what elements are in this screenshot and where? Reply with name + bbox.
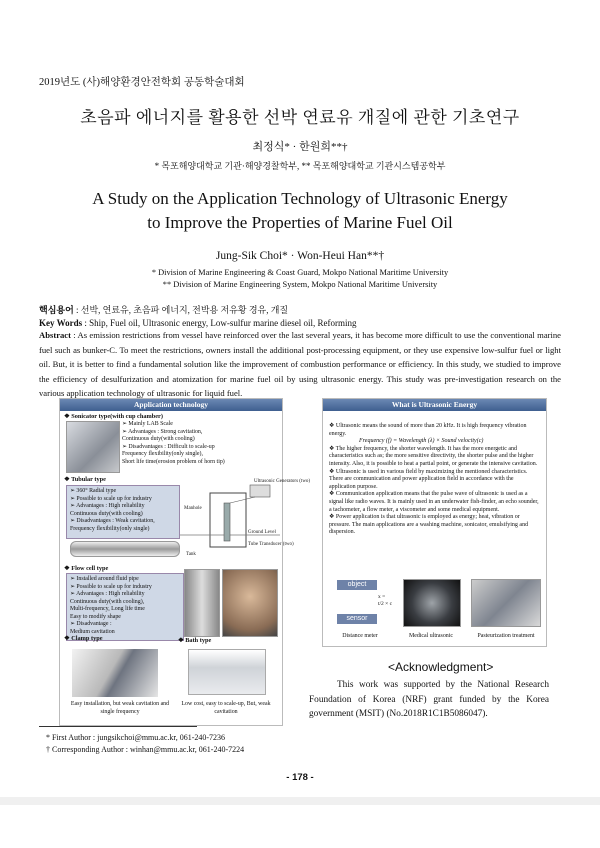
- point: Continuous duty(with cooling): [70, 510, 143, 517]
- point: ➢ Advantages : High reliability: [70, 591, 145, 597]
- abstract-label: Abstract: [39, 330, 71, 340]
- tank-diagram: [180, 475, 311, 561]
- flow-cell-photo-2: [222, 569, 278, 637]
- clamp-photo: [72, 649, 158, 697]
- abstract-text: : As emission restrictions from vessel have reinforced over the last several years, it has become more difficult to use the conventional marine fuel such as bunker-C. To meet the restrictions, owners install the additional post-processing equipment, or they use expensive low-sulfur fuel or light oil. But, it is better to find a fundamental solution like the improvement of combustion performance or efficiency. In this study, we studied to improve the efficiency of desulfurization and atomization for marine fuel oil by using ultrasonic energy. This study was pre-investigation research on the various application technology of ultrasonic for liquid fuel.: [39, 330, 561, 398]
- footnote-corresponding-author: † Corresponding Author : winhan@mmu.ac.kr, 061-240-7224: [46, 745, 245, 754]
- caption-distance-meter: Distance meter: [342, 633, 378, 639]
- affiliation-1: * Division of Marine Engineering & Coast Guard, Mokpo National Maritime University: [151, 268, 449, 277]
- keywords-english-label: Key Words: [39, 318, 83, 328]
- application-technology-panel: [59, 398, 311, 726]
- pasteurization-photo: [471, 579, 541, 627]
- english-title-line-2: to Improve the Properties of Marine Fuel Oil: [147, 213, 453, 232]
- point: ➢ Disadvantages : Weak cavitation,: [70, 518, 155, 524]
- object-label: object: [337, 580, 377, 590]
- korean-title: 초음파 에너지를 활용한 선박 연료유 개질에 관한 기초연구: [80, 108, 520, 127]
- point: ➢ Advantages : High reliability: [70, 503, 145, 509]
- ultrasonic-energy-panel: [322, 398, 547, 647]
- english-title-line-1: A Study on the Application Technology of Ultrasonic Energy: [92, 189, 508, 208]
- point: ➢ Mainly LAB Scale: [122, 421, 173, 427]
- panel-header: What is Ultrasonic Energy: [323, 399, 546, 411]
- point: ❖ Power application is that ultrasonic is employed as energy; heat, vibration or pressure. The main applications are a washing machine, sonicator, emulsifying and dispersion.: [329, 514, 529, 536]
- diagram-label-generators: Ultrasonic Generators (two): [254, 479, 311, 484]
- bath-photo: [188, 649, 266, 695]
- sonicator-heading: ❖ Sonicator type(with cup chamber): [64, 413, 163, 420]
- footnote-first-author: * First Author : jungsikchoi@mmu.ac.kr, 061-240-7236: [46, 733, 226, 742]
- english-authors: Jung-Sik Choi* · Won-Heui Han**†: [215, 250, 385, 262]
- distance-meter-diagram: [337, 580, 393, 626]
- affiliation-2: ** Division of Marine Engineering System, Mokpo National Maritime University: [162, 280, 438, 289]
- point: ➢ 360° Radial type: [70, 488, 117, 494]
- point: ➢ Disadvantage :: [70, 621, 112, 627]
- point: ➢ Possible to scale up for industry: [70, 583, 152, 590]
- diagram-label-ground: Ground Level: [248, 530, 276, 535]
- point: ➢ Disadvantages : Difficult to scale-up: [122, 443, 215, 450]
- tubular-points: [66, 485, 180, 539]
- diagram-label-tank: Tank: [186, 552, 196, 557]
- point: Short life time(erosion problem of horn tip): [122, 458, 225, 465]
- korean-authors: 최정식* · 한원희**†: [252, 141, 348, 153]
- point: ➢ Advantages : Strong cavitation,: [122, 428, 203, 435]
- flow-cell-heading: ❖ Flow cell type: [64, 565, 109, 572]
- point: Medium cavitation: [70, 628, 115, 635]
- point: ❖ Ultrasonic means the sound of more than 20 kHz. It is high frequency vibration energy.: [329, 423, 527, 437]
- point: Frequency flexibility(only single),: [122, 451, 203, 457]
- diagram-label-manhole: Manhole: [184, 506, 202, 511]
- clamp-caption: Easy installation, but weak cavitation and single frequency: [70, 701, 170, 715]
- point: Frequency flexibility(only single): [70, 525, 150, 532]
- flow-cell-photo-1: [184, 569, 220, 637]
- point: ❖ Communication application means that the pulse wave of ultrasonic is used as a signal like radio waves. It is mainly used in an underwater fish-finder, an echo sounder, a tachometer, a flow meter, a viscometer and some medical equipment.: [329, 491, 539, 513]
- point: Multi-frequency, Long life time: [70, 606, 145, 612]
- point: Continuous duty(with cooling),: [70, 598, 145, 605]
- sensor-label: sensor: [337, 614, 377, 624]
- acknowledgment-body: This work was supported by the National Research Foundation of Korea (NRF) grant funded by the Korea government (MSIT) (No.2018R1C1B5086047).: [309, 680, 549, 719]
- ultrasonic-points: [329, 423, 539, 537]
- keywords-korean: [39, 303, 288, 316]
- sonicator-photo: [66, 421, 120, 473]
- tubular-heading: ❖ Tubular type: [64, 476, 106, 483]
- caption-medical-ultrasonic: Medical ultrasonic: [408, 633, 453, 639]
- bath-heading: ❖ Bath type: [178, 637, 212, 644]
- korean-affiliations: * 목포해양대학교 기관·해양경찰학부, ** 목포해양대학교 기관시스템공학부: [154, 161, 446, 171]
- formula-x: x =: [378, 594, 386, 600]
- tubular-photo: [70, 541, 180, 557]
- page-bottom-band: [0, 797, 600, 805]
- medical-ultrasonic-photo: [403, 579, 461, 627]
- point: ❖ The higher frequency, the shorter wavelength. It has the more energetic and characteristics such as; the more sensitive directivity, the shorter pulse and the higher intensity. Also, it is possible to heat a partial point, or generate the intensive cavitation.: [329, 445, 538, 467]
- abstract: [39, 328, 561, 401]
- bath-caption: Low cost, easy to scale-up, But, weak cavitation: [181, 701, 271, 715]
- acknowledgment-heading: <Acknowledgment>: [388, 660, 494, 674]
- conference-header: 2019년도 (사)해양환경안전학회 공동학술대회: [39, 77, 245, 88]
- footnote-divider: [39, 726, 197, 727]
- point: ➢ Installed around fluid pipe: [70, 576, 139, 582]
- clamp-heading: ❖ Clamp type: [64, 635, 103, 642]
- panel-header: Application technology: [60, 399, 282, 411]
- point: Easy to modify shape: [70, 613, 121, 620]
- point: ➢ Possible to scale up for industry: [70, 495, 152, 502]
- point: ❖ Ultrasonic is used in various field by maximizing the mentioned characteristics. There are communication and power application field in accordance with the application purpose.: [329, 468, 528, 490]
- keywords-english: [39, 318, 357, 328]
- diagram-label-transducer: Tube Transducer (two): [248, 542, 294, 547]
- page-number: - 178 -: [286, 772, 314, 783]
- sonicator-points: [122, 421, 225, 466]
- keywords-english-text: : Ship, Fuel oil, Ultrasonic energy, Low-sulfur marine diesel oil, Reforming: [82, 318, 357, 328]
- flow-cell-points: [66, 573, 184, 641]
- point: Continuous duty(with cooling): [122, 436, 195, 442]
- english-affiliations: [0, 267, 600, 291]
- formula-t: t/2 × c: [378, 601, 393, 607]
- keywords-korean-label: 핵심용어: [39, 305, 74, 315]
- frequency-formula: Frequency (f) = Wavelength (λ) × Sound velocity(c): [359, 438, 484, 445]
- caption-pasteurization: Pasteurization treatment: [477, 633, 535, 639]
- keywords-korean-text: : 선박, 연료유, 초음파 에너지, 전박용 저유황 경유, 개질: [73, 305, 289, 315]
- english-title: [0, 187, 600, 235]
